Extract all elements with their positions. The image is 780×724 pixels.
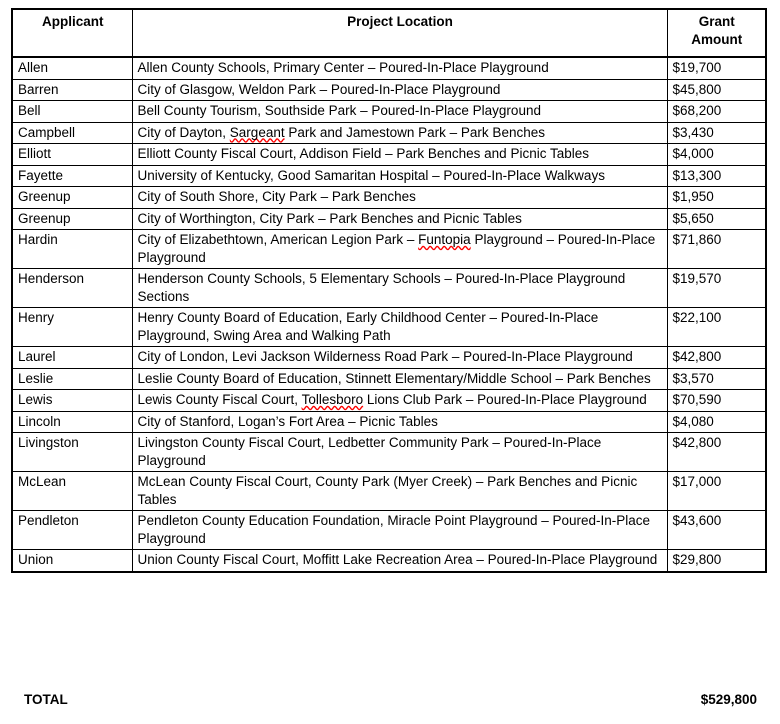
total-label: TOTAL [24, 692, 68, 707]
table-row [12, 208, 766, 230]
table-row [12, 57, 766, 79]
table-row [12, 187, 766, 209]
cell-project-location: Union County Fiscal Court, Moffitt Lake Recreation Area – Poured-In-Place Playground [132, 550, 667, 572]
cell-applicant: McLean [12, 472, 132, 511]
cell-project-location: City of Worthington, City Park – Park Benches and Picnic Tables [132, 208, 667, 230]
cell-applicant: Barren [12, 79, 132, 101]
cell-applicant: Lincoln [12, 411, 132, 433]
total-row [11, 692, 765, 707]
cell-applicant: Campbell [12, 122, 132, 144]
table-row [12, 308, 766, 347]
cell-grant-amount: $68,200 [667, 101, 766, 123]
table-row [12, 411, 766, 433]
cell-grant-amount: $19,570 [667, 269, 766, 308]
cell-grant-amount: $4,080 [667, 411, 766, 433]
cell-project-location: Pendleton County Education Foundation, Miracle Point Playground – Poured-In-Place Playground [132, 511, 667, 550]
cell-grant-amount: $45,800 [667, 79, 766, 101]
table-header-row [12, 9, 766, 57]
cell-grant-amount: $17,000 [667, 472, 766, 511]
cell-grant-amount: $5,650 [667, 208, 766, 230]
table-body [12, 57, 766, 572]
cell-applicant: Leslie [12, 368, 132, 390]
cell-applicant: Elliott [12, 144, 132, 166]
cell-project-location: McLean County Fiscal Court, County Park (Myer Creek) – Park Benches and Picnic Tables [132, 472, 667, 511]
table-row [12, 433, 766, 472]
cell-grant-amount: $70,590 [667, 390, 766, 412]
cell-applicant: Livingston [12, 433, 132, 472]
cell-grant-amount: $71,860 [667, 230, 766, 269]
cell-project-location: Lewis County Fiscal Court, Tollesboro Lions Club Park – Poured-In-Place Playground [132, 390, 667, 412]
cell-grant-amount: $1,950 [667, 187, 766, 209]
cell-project-location: Henry County Board of Education, Early Childhood Center – Poured-In-Place Playground, Swing Area and Walking Path [132, 308, 667, 347]
cell-project-location: City of Glasgow, Weldon Park – Poured-In-Place Playground [132, 79, 667, 101]
cell-grant-amount: $3,570 [667, 368, 766, 390]
table-row [12, 79, 766, 101]
column-header-project-location: Project Location [132, 9, 667, 57]
cell-project-location: City of South Shore, City Park – Park Benches [132, 187, 667, 209]
table-row [12, 368, 766, 390]
cell-grant-amount: $43,600 [667, 511, 766, 550]
cell-applicant: Greenup [12, 208, 132, 230]
table-row [12, 550, 766, 572]
cell-grant-amount: $19,700 [667, 57, 766, 79]
cell-applicant: Lewis [12, 390, 132, 412]
cell-project-location: City of Dayton, Sargeant Park and Jamestown Park – Park Benches [132, 122, 667, 144]
spellcheck-flagged-word: Sargeant [229, 124, 285, 140]
total-value: $529,800 [700, 692, 757, 707]
spellcheck-flagged-word: Funtopia [418, 232, 471, 247]
table-row [12, 269, 766, 308]
table-row [12, 165, 766, 187]
cell-project-location: City of Elizabethtown, American Legion Park – Funtopia Playground – Poured-In-Place Playground [132, 230, 667, 269]
column-header-grant-amount: Grant Amount [667, 9, 766, 57]
column-header-applicant: Applicant [12, 9, 132, 57]
table-row [12, 101, 766, 123]
cell-project-location: Elliott County Fiscal Court, Addison Field – Park Benches and Picnic Tables [132, 144, 667, 166]
table-row [12, 390, 766, 412]
cell-project-location: University of Kentucky, Good Samaritan Hospital – Poured-In-Place Walkways [132, 165, 667, 187]
cell-grant-amount: $29,800 [667, 550, 766, 572]
table-row [12, 122, 766, 144]
cell-grant-amount: $42,800 [667, 433, 766, 472]
cell-grant-amount: $42,800 [667, 347, 766, 369]
cell-project-location: Livingston County Fiscal Court, Ledbetter Community Park – Poured-In-Place Playground [132, 433, 667, 472]
table-row [12, 472, 766, 511]
cell-project-location: City of London, Levi Jackson Wilderness Road Park – Poured-In-Place Playground [132, 347, 667, 369]
table-row [12, 144, 766, 166]
cell-applicant: Greenup [12, 187, 132, 209]
cell-applicant: Hardin [12, 230, 132, 269]
cell-project-location: Bell County Tourism, Southside Park – Poured-In-Place Playground [132, 101, 667, 123]
cell-grant-amount: $13,300 [667, 165, 766, 187]
cell-grant-amount: $22,100 [667, 308, 766, 347]
cell-applicant: Union [12, 550, 132, 572]
cell-project-location: City of Stanford, Logan’s Fort Area – Picnic Tables [132, 411, 667, 433]
cell-applicant: Henry [12, 308, 132, 347]
cell-applicant: Fayette [12, 165, 132, 187]
spellcheck-flagged-word: Tollesboro [301, 392, 364, 407]
cell-project-location: Henderson County Schools, 5 Elementary Schools – Poured-In-Place Playground Sections [132, 269, 667, 308]
cell-applicant: Henderson [12, 269, 132, 308]
cell-applicant: Bell [12, 101, 132, 123]
cell-project-location: Leslie County Board of Education, Stinnett Elementary/Middle School – Park Benches [132, 368, 667, 390]
cell-project-location: Allen County Schools, Primary Center – Poured-In-Place Playground [132, 57, 667, 79]
cell-grant-amount: $3,430 [667, 122, 766, 144]
table-row [12, 511, 766, 550]
cell-applicant: Allen [12, 57, 132, 79]
table-row [12, 230, 766, 269]
table-header [12, 9, 766, 57]
cell-grant-amount: $4,000 [667, 144, 766, 166]
cell-applicant: Pendleton [12, 511, 132, 550]
grant-awards-table [11, 8, 767, 573]
table-row [12, 347, 766, 369]
cell-applicant: Laurel [12, 347, 132, 369]
